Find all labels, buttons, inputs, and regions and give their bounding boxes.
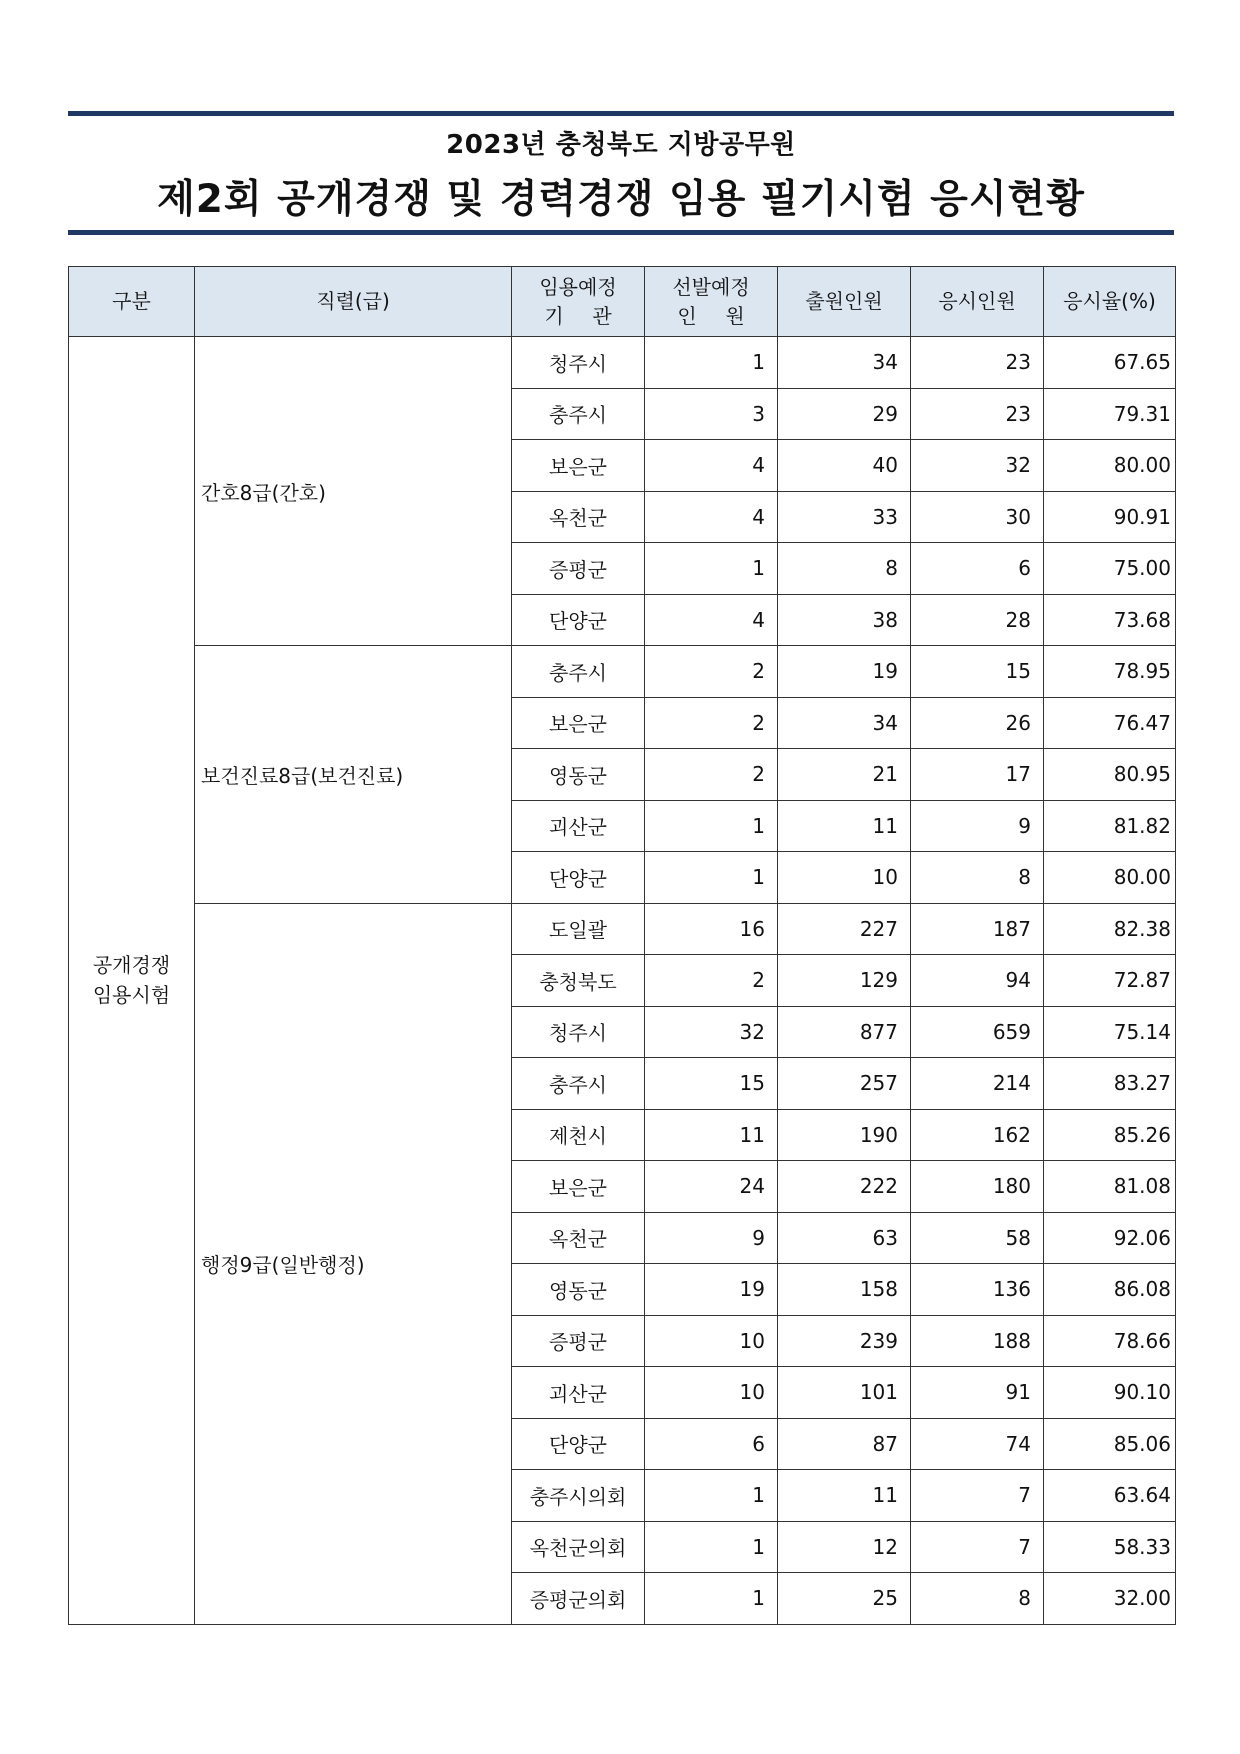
examinees-cell: 187 xyxy=(911,903,1044,955)
applicants-cell: 25 xyxy=(778,1573,911,1625)
applicants-cell: 877 xyxy=(778,1006,911,1058)
category-cell xyxy=(69,337,195,1625)
quota-header-line1: 선발예정 xyxy=(672,274,750,299)
applicants-cell: 222 xyxy=(778,1161,911,1213)
exam-status-table xyxy=(68,266,1176,1625)
applicants-cell: 12 xyxy=(778,1521,911,1573)
rate-cell: 75.00 xyxy=(1044,543,1176,595)
applicants-cell: 8 xyxy=(778,543,911,595)
agency-cell: 영동군 xyxy=(512,749,645,801)
agency-cell: 충주시 xyxy=(512,388,645,440)
applicants-cell: 33 xyxy=(778,491,911,543)
rate-cell: 83.27 xyxy=(1044,1058,1176,1110)
rate-cell: 63.64 xyxy=(1044,1470,1176,1522)
examinees-cell: 180 xyxy=(911,1161,1044,1213)
agency-cell: 단양군 xyxy=(512,852,645,904)
rate-cell: 80.00 xyxy=(1044,852,1176,904)
rate-cell: 73.68 xyxy=(1044,594,1176,646)
quota-cell: 2 xyxy=(645,955,778,1007)
agency-cell: 단양군 xyxy=(512,1418,645,1470)
quota-cell: 3 xyxy=(645,388,778,440)
category-line1: 공개경쟁 xyxy=(92,953,171,978)
agency-cell: 보은군 xyxy=(512,697,645,749)
rate-cell: 85.26 xyxy=(1044,1109,1176,1161)
table-row xyxy=(69,337,1176,389)
applicants-cell: 190 xyxy=(778,1109,911,1161)
examinees-cell: 91 xyxy=(911,1367,1044,1419)
applicants-cell: 19 xyxy=(778,646,911,698)
examinees-cell: 17 xyxy=(911,749,1044,801)
examinees-cell: 136 xyxy=(911,1264,1044,1316)
agency-cell: 도일괄 xyxy=(512,903,645,955)
applicants-cell: 63 xyxy=(778,1212,911,1264)
rate-cell: 92.06 xyxy=(1044,1212,1176,1264)
examinees-cell: 28 xyxy=(911,594,1044,646)
examinees-cell: 214 xyxy=(911,1058,1044,1110)
examinees-cell: 7 xyxy=(911,1521,1044,1573)
agency-cell: 보은군 xyxy=(512,1161,645,1213)
examinees-cell: 26 xyxy=(911,697,1044,749)
applicants-cell: 40 xyxy=(778,440,911,492)
agency-cell: 옥천군의회 xyxy=(512,1521,645,1573)
quota-cell: 32 xyxy=(645,1006,778,1058)
column-header-quota xyxy=(645,267,778,337)
applicants-cell: 29 xyxy=(778,388,911,440)
top-rule xyxy=(68,111,1174,116)
applicants-cell: 87 xyxy=(778,1418,911,1470)
applicants-cell: 101 xyxy=(778,1367,911,1419)
column-header-examinees: 응시인원 xyxy=(911,267,1044,337)
agency-header-line2: 기 관 xyxy=(544,303,612,328)
examinees-cell: 15 xyxy=(911,646,1044,698)
quota-cell: 9 xyxy=(645,1212,778,1264)
quota-cell: 4 xyxy=(645,491,778,543)
column-header-agency xyxy=(512,267,645,337)
rate-cell: 76.47 xyxy=(1044,697,1176,749)
table-row xyxy=(69,646,1176,698)
column-header-category: 구분 xyxy=(69,267,195,337)
quota-cell: 4 xyxy=(645,594,778,646)
quota-cell: 4 xyxy=(645,440,778,492)
examinees-cell: 23 xyxy=(911,388,1044,440)
page-subtitle: 2023년 충청북도 지방공무원 xyxy=(446,130,796,160)
quota-cell: 1 xyxy=(645,543,778,595)
column-header-position: 직렬(급) xyxy=(195,267,512,337)
rate-cell: 80.95 xyxy=(1044,749,1176,801)
rate-cell: 79.31 xyxy=(1044,388,1176,440)
examinees-cell: 7 xyxy=(911,1470,1044,1522)
applicants-cell: 257 xyxy=(778,1058,911,1110)
quota-cell: 1 xyxy=(645,1470,778,1522)
rate-cell: 81.08 xyxy=(1044,1161,1176,1213)
examinees-cell: 188 xyxy=(911,1315,1044,1367)
agency-cell: 청주시 xyxy=(512,337,645,389)
agency-cell: 충주시의회 xyxy=(512,1470,645,1522)
agency-cell: 옥천군 xyxy=(512,1212,645,1264)
quota-cell: 1 xyxy=(645,852,778,904)
applicants-cell: 11 xyxy=(778,1470,911,1522)
rate-cell: 82.38 xyxy=(1044,903,1176,955)
quota-cell: 1 xyxy=(645,1521,778,1573)
applicants-cell: 34 xyxy=(778,697,911,749)
rate-cell: 85.06 xyxy=(1044,1418,1176,1470)
applicants-cell: 129 xyxy=(778,955,911,1007)
rate-cell: 72.87 xyxy=(1044,955,1176,1007)
agency-cell: 증평군의회 xyxy=(512,1573,645,1625)
agency-cell: 충주시 xyxy=(512,646,645,698)
table-row xyxy=(69,903,1176,955)
examinees-cell: 32 xyxy=(911,440,1044,492)
quota-header-line2: 인 원 xyxy=(677,303,745,328)
agency-cell: 영동군 xyxy=(512,1264,645,1316)
quota-cell: 2 xyxy=(645,749,778,801)
agency-cell: 청주시 xyxy=(512,1006,645,1058)
quota-cell: 24 xyxy=(645,1161,778,1213)
examinees-cell: 8 xyxy=(911,1573,1044,1625)
examinees-cell: 58 xyxy=(911,1212,1044,1264)
rate-cell: 78.95 xyxy=(1044,646,1176,698)
rate-cell: 67.65 xyxy=(1044,337,1176,389)
agency-header-line1: 임용예정 xyxy=(539,274,617,299)
examinees-cell: 94 xyxy=(911,955,1044,1007)
agency-cell: 제천시 xyxy=(512,1109,645,1161)
applicants-cell: 10 xyxy=(778,852,911,904)
position-cell: 보건진료8급(보건진료) xyxy=(195,646,512,904)
rate-cell: 90.91 xyxy=(1044,491,1176,543)
quota-cell: 1 xyxy=(645,800,778,852)
applicants-cell: 38 xyxy=(778,594,911,646)
quota-cell: 10 xyxy=(645,1315,778,1367)
examinees-cell: 9 xyxy=(911,800,1044,852)
applicants-cell: 21 xyxy=(778,749,911,801)
examinees-cell: 6 xyxy=(911,543,1044,595)
rate-cell: 90.10 xyxy=(1044,1367,1176,1419)
rate-cell: 78.66 xyxy=(1044,1315,1176,1367)
page-title: 제2회 공개경쟁 및 경력경쟁 임용 필기시험 응시현황 xyxy=(157,177,1085,222)
quota-cell: 10 xyxy=(645,1367,778,1419)
applicants-cell: 239 xyxy=(778,1315,911,1367)
applicants-cell: 34 xyxy=(778,337,911,389)
rate-cell: 86.08 xyxy=(1044,1264,1176,1316)
quota-cell: 6 xyxy=(645,1418,778,1470)
agency-cell: 증평군 xyxy=(512,1315,645,1367)
agency-cell: 단양군 xyxy=(512,594,645,646)
quota-cell: 2 xyxy=(645,646,778,698)
quota-cell: 19 xyxy=(645,1264,778,1316)
examinees-cell: 74 xyxy=(911,1418,1044,1470)
agency-cell: 증평군 xyxy=(512,543,645,595)
examinees-cell: 659 xyxy=(911,1006,1044,1058)
rate-cell: 32.00 xyxy=(1044,1573,1176,1625)
examinees-cell: 162 xyxy=(911,1109,1044,1161)
agency-cell: 괴산군 xyxy=(512,800,645,852)
table-header-row xyxy=(69,267,1176,337)
position-cell: 행정9급(일반행정) xyxy=(195,903,512,1624)
quota-cell: 1 xyxy=(645,337,778,389)
quota-cell: 2 xyxy=(645,697,778,749)
quota-cell: 15 xyxy=(645,1058,778,1110)
rate-cell: 81.82 xyxy=(1044,800,1176,852)
agency-cell: 괴산군 xyxy=(512,1367,645,1419)
applicants-cell: 11 xyxy=(778,800,911,852)
rate-cell: 58.33 xyxy=(1044,1521,1176,1573)
examinees-cell: 23 xyxy=(911,337,1044,389)
agency-cell: 충주시 xyxy=(512,1058,645,1110)
applicants-cell: 227 xyxy=(778,903,911,955)
agency-cell: 옥천군 xyxy=(512,491,645,543)
bottom-rule xyxy=(68,230,1174,235)
applicants-cell: 158 xyxy=(778,1264,911,1316)
examinees-cell: 8 xyxy=(911,852,1044,904)
rate-cell: 75.14 xyxy=(1044,1006,1176,1058)
position-cell: 간호8급(간호) xyxy=(195,337,512,646)
category-line2: 임용시험 xyxy=(92,983,171,1008)
agency-cell: 보은군 xyxy=(512,440,645,492)
table-body xyxy=(69,337,1176,1625)
quota-cell: 16 xyxy=(645,903,778,955)
agency-cell: 충청북도 xyxy=(512,955,645,1007)
quota-cell: 11 xyxy=(645,1109,778,1161)
examinees-cell: 30 xyxy=(911,491,1044,543)
column-header-rate: 응시율(%) xyxy=(1044,267,1176,337)
quota-cell: 1 xyxy=(645,1573,778,1625)
column-header-applicants: 출원인원 xyxy=(778,267,911,337)
rate-cell: 80.00 xyxy=(1044,440,1176,492)
